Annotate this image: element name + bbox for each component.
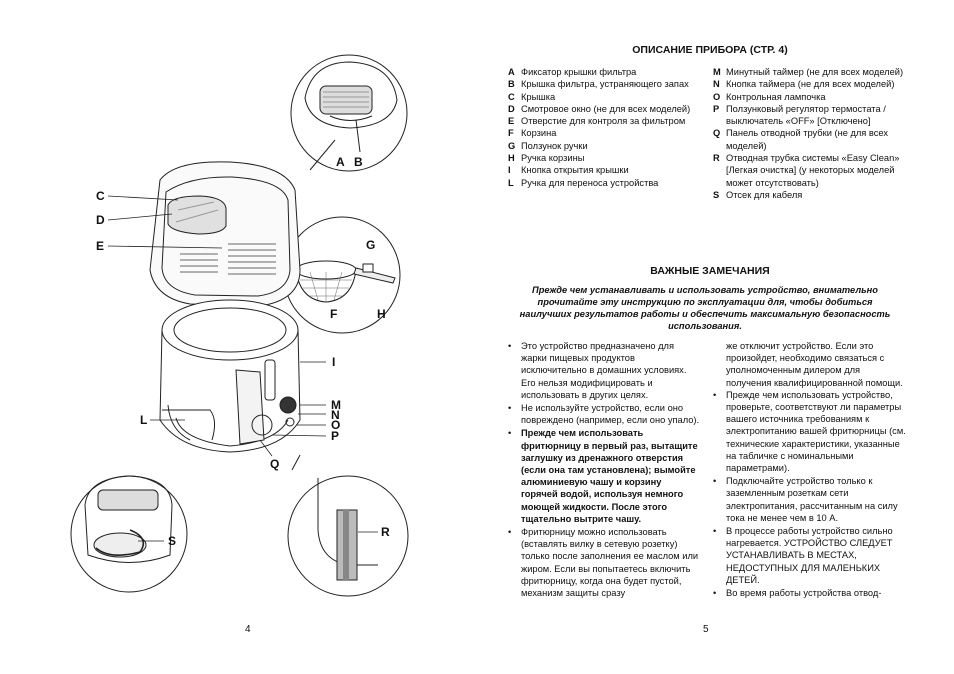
note-item <box>508 340 700 401</box>
label-d: D <box>96 213 105 227</box>
label-r: R <box>381 525 390 539</box>
note-item <box>713 475 906 524</box>
bullet-icon: • <box>713 588 717 599</box>
part-text: Ползунок ручки <box>521 140 588 151</box>
part-text: Отсек для кабеля <box>726 189 803 200</box>
part-text: Ручка для переноса устройства <box>521 177 659 188</box>
part-text: Кнопка таймера (не для всех моделей) <box>726 79 895 90</box>
part-item <box>508 78 698 90</box>
bullet-icon: • <box>713 476 717 487</box>
parts-list-left <box>508 66 698 189</box>
label-q: Q <box>270 457 280 471</box>
part-item <box>713 189 906 201</box>
part-text: Крышка <box>521 91 556 102</box>
part-item <box>508 66 698 78</box>
part-text: Фиксатор крышки фильтра <box>521 67 637 77</box>
note-text: В процессе работы устройство сильно нагревается. УСТРОЙСТВО СЛЕДУЕТ УСТАНАВЛИВАТЬ В МЕСТАХ, НЕДОСТУПНЫХ ДЛЯ МАЛЕНЬКИХ ДЕТЕЙ. <box>726 526 893 585</box>
part-text: Отводная трубка системы «Easy Clean» [Легкая очистка] (у некоторых моделей может отсутствовать) <box>726 153 900 188</box>
part-text: Ручка корзины <box>521 153 585 164</box>
fryer-illustration <box>0 0 470 674</box>
note-text: Подключайте устройство только к заземленным розеткам сети электропитания, рассчитанным на силу тока не менее чем в 10 А. <box>726 476 898 523</box>
label-h: H <box>377 307 386 321</box>
note-item <box>508 427 700 525</box>
part-letter: N <box>713 79 720 90</box>
part-item <box>713 103 906 128</box>
part-text: Кнопка открытия крышки <box>521 165 629 176</box>
label-l: L <box>140 413 148 427</box>
part-item <box>508 152 698 164</box>
bullet-icon: • <box>713 526 717 537</box>
part-letter: R <box>713 153 720 164</box>
note-item <box>713 587 906 599</box>
bullet-icon: • <box>508 341 512 351</box>
part-text: Смотровое окно (не для всех моделей) <box>521 103 691 114</box>
note-item <box>713 389 906 474</box>
part-letter: M <box>713 67 721 77</box>
part-item <box>713 78 906 90</box>
part-letter: Q <box>713 128 721 139</box>
label-i: I <box>332 355 336 369</box>
part-letter: G <box>508 140 516 151</box>
filter-lid-detail <box>291 55 407 171</box>
note-text: Не используйте устройство, если оно повреждено (например, если оно упало). <box>521 403 700 426</box>
part-item <box>508 103 698 115</box>
label-a: A <box>336 155 345 169</box>
part-item <box>508 177 698 189</box>
description-title: ОПИСАНИЕ ПРИБОРА (СТР. 4) <box>632 44 788 56</box>
part-text: Панель отводной трубки (не для всех моделей) <box>726 128 889 151</box>
part-letter: I <box>508 165 511 176</box>
label-f: F <box>330 307 338 321</box>
part-letter: H <box>508 153 515 164</box>
label-g: G <box>366 238 376 252</box>
part-letter: B <box>508 79 515 90</box>
part-text: Крышка фильтра, устраняющего запах <box>521 79 689 90</box>
notes-intro: Прежде чем устанавливать и использовать устройство, внимательно прочитайте эту инструкцию по эксплуатации для, чтобы добиться наилучших результатов работы и обеспечить максимальную безопасность использования. <box>519 285 891 331</box>
part-text: Отверстие для контроля за фильтром <box>521 116 686 127</box>
part-letter: F <box>508 128 514 139</box>
bullet-icon: • <box>508 403 512 414</box>
part-letter: P <box>713 103 720 114</box>
bullet-icon: • <box>508 428 512 439</box>
note-text: Во время работы устройства отвод- <box>726 588 882 599</box>
label-p: P <box>331 429 340 443</box>
part-text: Контрольная лампочка <box>726 91 826 102</box>
part-item <box>713 152 906 189</box>
bullet-icon: • <box>713 389 717 400</box>
part-letter: O <box>713 91 721 102</box>
part-item <box>508 115 698 127</box>
part-letter: E <box>508 116 515 127</box>
parts-list-right <box>713 66 906 201</box>
label-s: S <box>168 534 177 548</box>
part-item <box>508 127 698 139</box>
note-text: Это устройство предназначено для жарки пищевых продуктов исключительно в домашних условиях. Его нельзя модифицировать и использовать в других целях. <box>521 341 687 400</box>
notes-title: ВАЖНЫЕ ЗАМЕЧАНИЯ <box>650 265 770 277</box>
note-text-bold: Прежде чем использовать фритюрницу в первый раз, вытащите заглушку из дренажного отверстия (если она там установлена); вымойте алюминиевую чашу и корзину горячей водой, используя немного моющей жидкости. После этого тщательно вытрите чашу. <box>521 428 698 524</box>
part-text: Минутный таймер (не для всех моделей) <box>726 67 904 77</box>
notes-column-right <box>713 340 906 600</box>
label-n: N <box>331 408 340 422</box>
part-item <box>713 66 906 78</box>
label-m: M <box>331 398 341 412</box>
note-item <box>713 525 906 586</box>
part-text: Ползунковый регулятор термостата / выключатель «OFF» [Отключено] <box>726 103 886 127</box>
part-letter: S <box>713 189 720 200</box>
drain-tube-detail <box>288 476 408 596</box>
part-letter: C <box>508 91 515 102</box>
label-o: O <box>331 418 341 432</box>
part-item <box>713 91 906 103</box>
label-c: C <box>96 189 105 203</box>
note-item <box>508 526 700 599</box>
note-text: Фритюрницу можно использовать (вставлять вилку в сетевую розетку) только после заполнения ее маслом или жиром. Если вы попытаетесь включить фритюрницу, когда она будет пустой, механизм защиты сразу <box>521 527 699 599</box>
notes-column-left <box>508 340 700 600</box>
page-number-right: 5 <box>703 624 709 635</box>
note-item <box>508 402 700 426</box>
fryer-main <box>150 162 300 452</box>
part-item <box>508 91 698 103</box>
page-number-left: 4 <box>245 624 251 635</box>
note-text: Прежде чем использовать устройство, проверьте, соответствуют ли параметры вашего источника требованиям к электропитанию вашей фритюрницы (см. технические характеристики, указанные на табличке с номинальными параметрами). <box>726 389 906 474</box>
label-b: B <box>354 155 363 169</box>
part-letter: A <box>508 67 515 77</box>
part-letter: D <box>508 103 515 114</box>
label-e: E <box>96 239 105 253</box>
part-letter: L <box>508 177 514 188</box>
note-continuation: же отключит устройство. Если это произойдет, необходимо связаться с уполномоченным дилером для получения квалифицированной помощи. <box>726 341 903 388</box>
bullet-icon: • <box>508 527 512 538</box>
part-item <box>508 140 698 152</box>
part-item <box>508 164 698 176</box>
part-text: Корзина <box>521 128 557 139</box>
part-item <box>713 127 906 152</box>
